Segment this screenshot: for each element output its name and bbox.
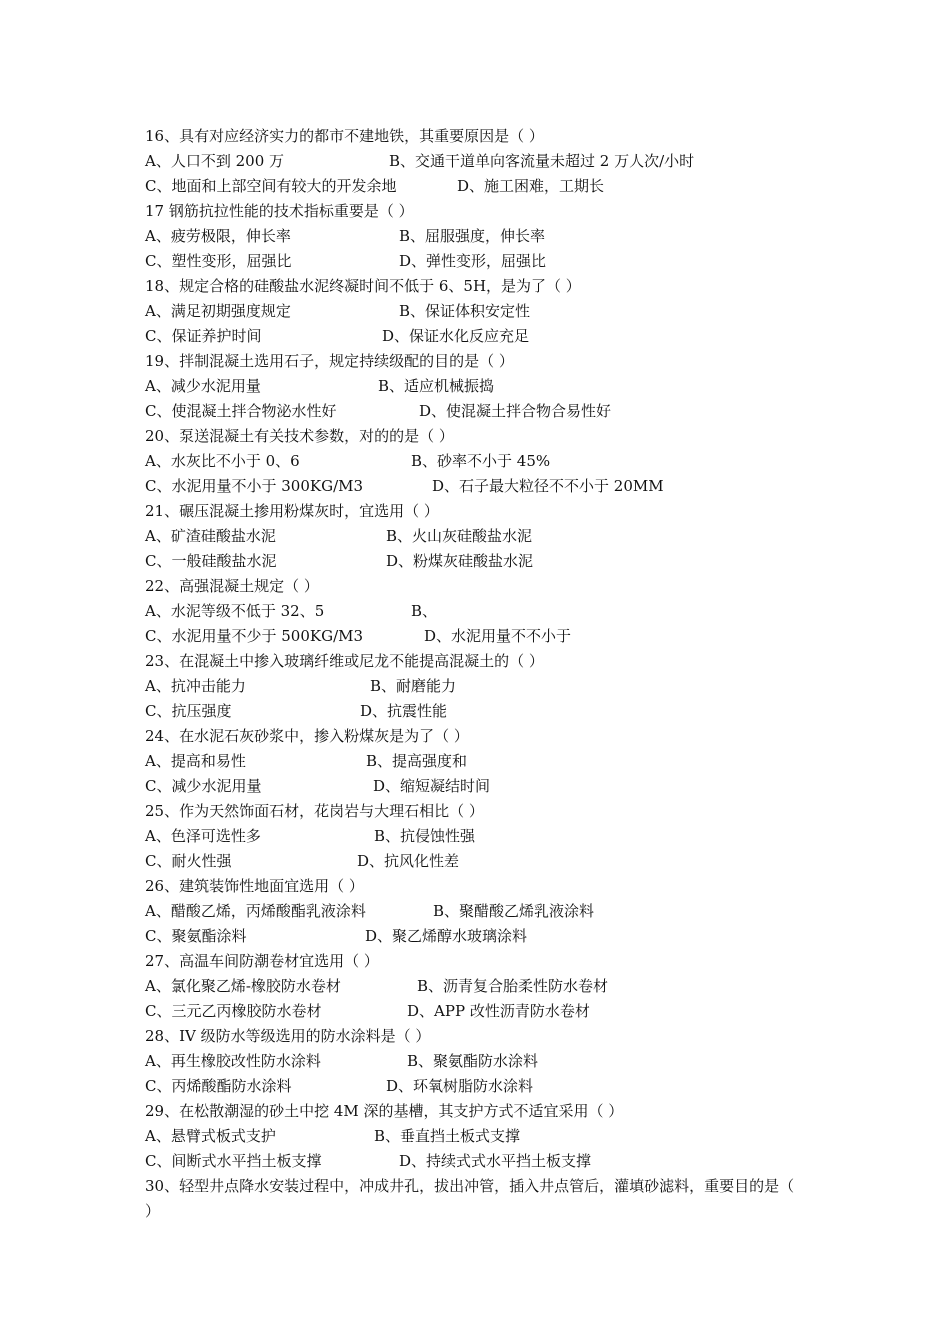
question-stem: 28、IV 级防水等级选用的防水涂料是（ ） <box>145 1027 431 1045</box>
option-row <box>145 924 805 949</box>
option-row <box>145 999 805 1024</box>
option-b: B、聚醋酸乙烯乳液涂料 <box>433 902 595 920</box>
option-a: A、悬臂式板式支护 <box>145 1127 276 1145</box>
option-d: D、抗风化性差 <box>357 852 460 870</box>
option-row <box>145 1124 805 1149</box>
option-a: A、满足初期强度规定 <box>145 302 291 320</box>
option-a: A、水泥等级不低于 32、5 <box>145 602 325 620</box>
option-c: C、一般硅酸盐水泥 <box>145 552 277 570</box>
option-row <box>145 974 805 999</box>
question-stem: 27、高温车间防潮卷材宜选用（ ） <box>145 952 379 970</box>
option-row <box>145 449 805 474</box>
option-row <box>145 549 805 574</box>
option-d: D、聚乙烯醇水玻璃涂料 <box>365 927 528 945</box>
option-row <box>145 849 805 874</box>
option-row <box>145 524 805 549</box>
option-row <box>145 149 805 174</box>
option-d: D、保证水化反应充足 <box>382 327 530 345</box>
question-stem: 26、建筑装饰性地面宜选用（ ） <box>145 877 364 895</box>
option-a: A、抗冲击能力 <box>145 677 246 695</box>
option-a: A、提高和易性 <box>145 752 246 770</box>
option-row <box>145 749 805 774</box>
option-d: D、APP 改性沥青防水卷材 <box>407 1002 590 1020</box>
option-b: B、 <box>411 602 438 620</box>
option-d: D、弹性变形，屈强比 <box>399 252 547 270</box>
option-d: D、抗震性能 <box>360 702 448 720</box>
option-b: B、抗侵蚀性强 <box>374 827 476 845</box>
question-stem: 16、具有对应经济实力的都市不建地铁，其重要原因是（ ） <box>145 127 544 145</box>
option-b: B、保证体积安定性 <box>399 302 531 320</box>
option-c: C、耐火性强 <box>145 852 232 870</box>
option-c: C、保证养护时间 <box>145 327 262 345</box>
option-b: B、耐磨能力 <box>370 677 457 695</box>
option-d: D、石子最大粒径不不小于 20MM <box>432 477 664 495</box>
option-a: A、减少水泥用量 <box>145 377 261 395</box>
option-c: C、丙烯酸酯防水涂料 <box>145 1077 292 1095</box>
option-d: D、粉煤灰硅酸盐水泥 <box>386 552 534 570</box>
option-row <box>145 249 805 274</box>
question-stem: 29、在松散潮湿的砂土中挖 4M 深的基槽，其支护方式不适宜采用（ ） <box>145 1102 624 1120</box>
question-stem: 23、在混凝土中掺入玻璃纤维或尼龙不能提高混凝土的（ ） <box>145 652 544 670</box>
option-d: D、环氧树脂防水涂料 <box>386 1077 534 1095</box>
option-c: C、减少水泥用量 <box>145 777 262 795</box>
option-a: A、矿渣硅酸盐水泥 <box>145 527 276 545</box>
option-c: C、间断式水平挡土板支撑 <box>145 1152 322 1170</box>
option-c: C、水泥用量不小于 300KG/M3 <box>145 477 364 495</box>
option-d: D、施工困难，工期长 <box>457 177 605 195</box>
option-b: B、屈服强度，伸长率 <box>399 227 546 245</box>
option-row <box>145 324 805 349</box>
question-stem: 18、规定合格的硅酸盐水泥终凝时间不低于 6、5H，是为了（ ） <box>145 277 581 295</box>
option-b: B、垂直挡土板式支撑 <box>374 1127 521 1145</box>
option-d: D、持续式式水平挡土板支撑 <box>399 1152 592 1170</box>
option-row <box>145 899 805 924</box>
option-b: B、聚氨酯防水涂料 <box>407 1052 539 1070</box>
option-row <box>145 699 805 724</box>
option-row <box>145 674 805 699</box>
question-stem: 19、拌制混凝土选用石子，规定持续级配的目的是（ ） <box>145 352 514 370</box>
option-row <box>145 174 805 199</box>
option-c: C、使混凝土拌合物泌水性好 <box>145 402 337 420</box>
question-stem: 25、作为天然饰面石材，花岗岩与大理石相比（ ） <box>145 802 484 820</box>
option-d: D、使混凝土拌合物合易性好 <box>419 402 612 420</box>
option-row <box>145 1149 805 1174</box>
option-a: A、水灰比不小于 0、6 <box>145 452 300 470</box>
option-row <box>145 374 805 399</box>
option-a: A、醋酸乙烯，丙烯酸酯乳液涂料 <box>145 902 366 920</box>
question-stem: 22、高强混凝土规定（ ） <box>145 577 319 595</box>
option-row <box>145 774 805 799</box>
option-row <box>145 624 805 649</box>
question-stem: 30、轻型井点降水安装过程中，冲成井孔，拔出冲管，插入井点管后，灌填砂滤料，重要目的是（ ） <box>145 1177 795 1220</box>
option-b: B、沥青复合胎柔性防水卷材 <box>417 977 609 995</box>
question-stem: 24、在水泥石灰砂浆中，掺入粉煤灰是为了（ ） <box>145 727 469 745</box>
option-row <box>145 824 805 849</box>
option-c: C、三元乙丙橡胶防水卷材 <box>145 1002 322 1020</box>
option-a: A、再生橡胶改性防水涂料 <box>145 1052 321 1070</box>
option-c: C、抗压强度 <box>145 702 232 720</box>
question-stem: 20、泵送混凝土有关技术参数，对的的是（ ） <box>145 427 454 445</box>
option-d: D、缩短凝结时间 <box>373 777 491 795</box>
question-list <box>145 124 805 1224</box>
option-c: C、地面和上部空间有较大的开发余地 <box>145 177 397 195</box>
option-c: C、水泥用量不少于 500KG/M3 <box>145 627 364 645</box>
option-c: C、塑性变形，屈强比 <box>145 252 292 270</box>
question-stem: 21、碾压混凝土掺用粉煤灰时，宜选用（ ） <box>145 502 439 520</box>
option-row <box>145 599 805 624</box>
option-c: C、聚氨酯涂料 <box>145 927 247 945</box>
option-row <box>145 474 805 499</box>
option-b: B、火山灰硅酸盐水泥 <box>386 527 533 545</box>
question-stem: 17 钢筋抗拉性能的技术指标重要是（ ） <box>145 202 414 220</box>
option-row <box>145 1049 805 1074</box>
option-a: A、人口不到 200 万 <box>145 152 284 170</box>
option-a: A、疲劳极限，伸长率 <box>145 227 291 245</box>
option-row <box>145 299 805 324</box>
option-row <box>145 399 805 424</box>
option-a: A、氯化聚乙烯-橡胶防水卷材 <box>145 977 341 995</box>
option-b: B、适应机械振捣 <box>378 377 495 395</box>
option-b: B、砂率不小于 45% <box>411 452 551 470</box>
option-b: B、交通干道单向客流量未超过 2 万人次/小时 <box>389 152 695 170</box>
option-b: B、提高强度和 <box>366 752 468 770</box>
option-row <box>145 224 805 249</box>
option-row <box>145 1074 805 1099</box>
option-a: A、色泽可选性多 <box>145 827 261 845</box>
option-d: D、水泥用量不不小于 <box>424 627 572 645</box>
